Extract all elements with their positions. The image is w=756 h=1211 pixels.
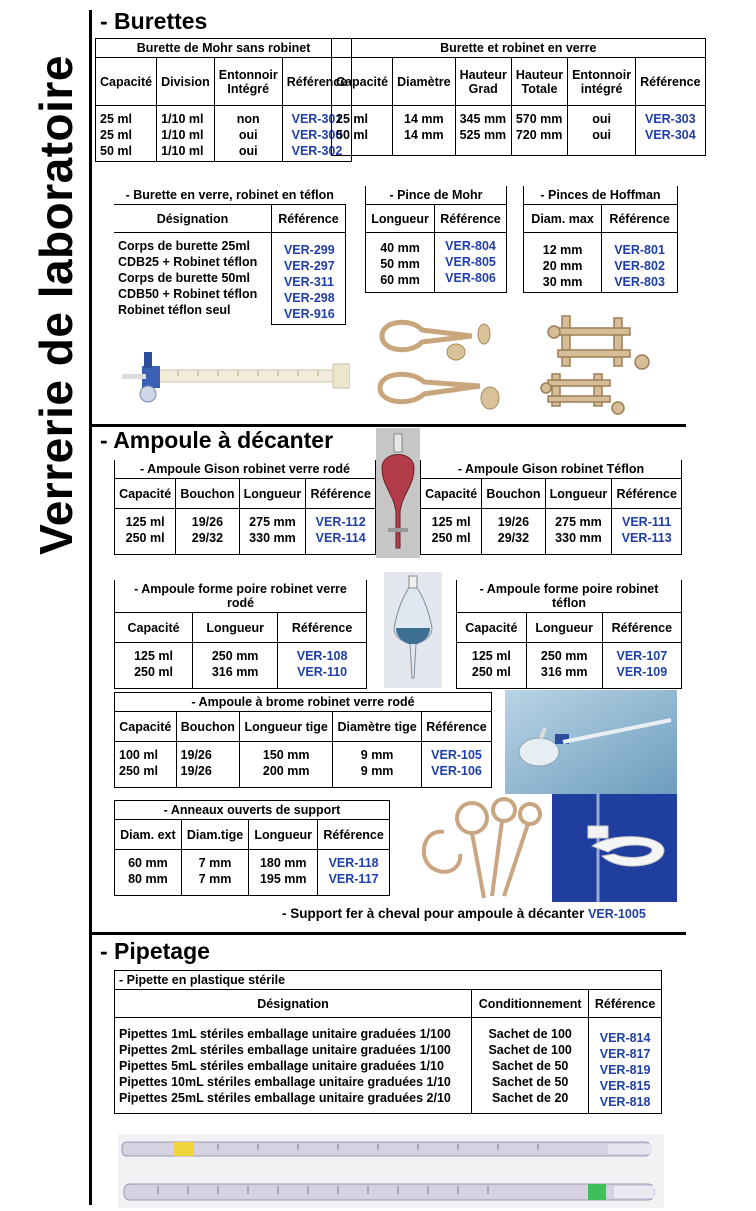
vertical-divider (89, 10, 92, 1205)
section-title-burettes: - Burettes (100, 8, 208, 34)
ampoule-gison-image (376, 428, 420, 558)
cell: 125 ml 250 ml (421, 509, 482, 555)
table-pince-mohr (365, 186, 507, 293)
pinces-hoffman-image (540, 308, 670, 418)
col-header: Référence (306, 479, 376, 509)
cell: 250 mm 316 mm (193, 643, 278, 689)
col-header: Référence (282, 58, 351, 106)
col-header: Désignation (115, 990, 472, 1018)
table-poire-teflon (456, 580, 682, 689)
col-header: Diam.tige (181, 820, 248, 850)
table-caption: - Ampoule forme poire robinet verre rodé (115, 580, 367, 613)
table-burette-teflon (114, 186, 346, 325)
col-header: Capacité (96, 58, 157, 106)
cell: 7 mm 7 mm (181, 850, 248, 896)
table-caption: - Ampoule Gison robinet Téflon (421, 460, 682, 479)
col-header: Bouchon (176, 479, 239, 509)
col-header: Diamètre (393, 58, 456, 106)
col-header: Capacité (115, 712, 177, 742)
cell: 250 mm 316 mm (526, 643, 602, 689)
col-header: Diamètre tige (333, 712, 422, 742)
cell: 25 ml 50 ml (332, 106, 393, 156)
col-header: Bouchon (482, 479, 545, 509)
cell-reference: VER-112 VER-114 (306, 509, 376, 555)
col-header: Capacité (457, 613, 527, 643)
table-caption: Burette et robinet en verre (332, 39, 706, 58)
cell: 275 mm 330 mm (239, 509, 306, 555)
burette-image (118, 350, 350, 412)
table-row (332, 106, 706, 156)
col-header: Référence (636, 58, 705, 106)
table-row (115, 509, 376, 555)
col-header: Bouchon (176, 712, 240, 742)
cell: 125 ml 250 ml (115, 643, 193, 689)
table-caption: - Ampoule à brome robinet verre rodé (115, 693, 492, 712)
col-header: Conditionnement (472, 990, 589, 1018)
table-mohr (95, 38, 352, 162)
col-header: Référence (602, 613, 681, 643)
col-header: Capacité (421, 479, 482, 509)
ampoule-poire-image (384, 572, 442, 688)
cell-reference: VER-107 VER-109 (602, 643, 681, 689)
col-header: Entonnoir intégré (568, 58, 636, 106)
cell-conditionnement: Sachet de 100 Sachet de 100 Sachet de 50 Sachet de 50 Sachet de 20 (472, 1018, 589, 1114)
cell-capacite: 25 ml 25 ml 50 ml (96, 106, 157, 162)
cell: 570 mm 720 mm (511, 106, 567, 156)
table-row (366, 233, 507, 293)
cell: 19/26 29/32 (482, 509, 545, 555)
cell-reference: VER-303 VER-304 (636, 106, 705, 156)
side-title (16, 10, 96, 600)
table-row (524, 233, 678, 293)
cell-reference: VER-299 VER-297 VER-311 VER-298 VER-916 (271, 233, 345, 325)
table-caption: - Pince de Mohr (366, 186, 507, 205)
anneaux-image (412, 796, 548, 904)
col-header: Référence (271, 205, 345, 233)
col-header: Longueur (366, 205, 435, 233)
col-header: Référence (422, 712, 492, 742)
col-header: Diam. max (524, 205, 602, 233)
table-caption: - Pipette en plastique stérile (115, 971, 662, 990)
table-row (96, 106, 352, 162)
table-row (115, 850, 390, 896)
support-fer-cheval-image (552, 794, 677, 902)
ampoule-brome-image (505, 690, 677, 794)
cell: 9 mm 9 mm (333, 742, 422, 788)
cell: 40 mm 50 mm 60 mm (366, 233, 435, 293)
cell: 180 mm 195 mm (249, 850, 318, 896)
cell-reference: VER-301 VER-300 VER-302 (282, 106, 351, 162)
cell: 14 mm 14 mm (393, 106, 456, 156)
table-gison-verre (114, 460, 376, 555)
table-pipettes (114, 970, 662, 1114)
table-poire-verre (114, 580, 367, 689)
table-caption: - Ampoule Gison robinet verre rodé (115, 460, 376, 479)
cell-reference: VER-111 VER-113 (612, 509, 682, 555)
cell-reference: VER-118 VER-117 (318, 850, 390, 896)
col-header: Longueur (193, 613, 278, 643)
col-header: Référence (589, 990, 662, 1018)
col-header: Longueur (545, 479, 612, 509)
col-header: Diam. ext (115, 820, 182, 850)
table-burette-verre (331, 38, 706, 156)
cell: 275 mm 330 mm (545, 509, 612, 555)
table-gison-teflon (420, 460, 682, 555)
col-header: Longueur tige (240, 712, 333, 742)
pipettes-image (118, 1134, 664, 1208)
table-anneaux (114, 800, 390, 896)
table-row (115, 643, 367, 689)
table-hoffman (523, 186, 678, 293)
col-header: Capacité (332, 58, 393, 106)
side-title-text: Verrerie de laboratoire (30, 55, 82, 555)
cell: 345 mm 525 mm (455, 106, 511, 156)
cell-designation: Corps de burette 25ml CDB25 + Robinet téflon Corps de burette 50ml CDB50 + Robinet téflon Robinet téflon seul (114, 233, 271, 325)
col-header: Référence (602, 205, 678, 233)
cell-reference: VER-801 VER-802 VER-803 (602, 233, 678, 293)
table-row (457, 643, 682, 689)
col-header: Hauteur Totale (511, 58, 567, 106)
col-header: Désignation (114, 205, 271, 233)
col-header: Référence (278, 613, 367, 643)
cell-reference: VER-105 VER-106 (422, 742, 492, 788)
support-reference: VER-1005 (588, 907, 646, 921)
support-text: - Support fer à cheval pour ampoule à décanter (282, 906, 585, 921)
col-header: Référence (612, 479, 682, 509)
cell-reference: VER-108 VER-110 (278, 643, 367, 689)
table-brome (114, 692, 492, 788)
cell: 100 ml 250 ml (115, 742, 177, 788)
section-divider (92, 932, 686, 935)
cell-division: 1/10 ml 1/10 ml 1/10 ml (157, 106, 215, 162)
col-header: Entonnoir Intégré (214, 58, 282, 106)
col-header: Longueur (249, 820, 318, 850)
cell: 60 mm 80 mm (115, 850, 182, 896)
col-header: Longueur (526, 613, 602, 643)
cell-reference: VER-814 VER-817 VER-819 VER-815 VER-818 (589, 1018, 662, 1114)
table-caption: - Pinces de Hoffman (524, 186, 678, 205)
col-header: Capacité (115, 479, 176, 509)
section-title-ampoule: - Ampoule à décanter (100, 427, 334, 453)
cell-designation: Pipettes 1mL stériles emballage unitaire graduées 1/100 Pipettes 2mL stériles emballage unitaire graduées 1/100 Pipettes 5mL stériles emballage unitaire graduées 1/10 Pipettes 10mL stériles emballage unitaire graduées 1/10 Pipettes 25mL stériles emballage unitaire graduées 2/10 (115, 1018, 472, 1114)
cell: 12 mm 20 mm 30 mm (524, 233, 602, 293)
cell: oui oui (568, 106, 636, 156)
col-header: Division (157, 58, 215, 106)
table-row (115, 742, 492, 788)
table-row (114, 233, 346, 325)
cell: 19/26 29/32 (176, 509, 239, 555)
table-caption: - Anneaux ouverts de support (115, 801, 390, 820)
col-header: Référence (318, 820, 390, 850)
table-row (115, 1018, 662, 1114)
table-caption: Burette de Mohr sans robinet (96, 39, 352, 58)
cell: 150 mm 200 mm (240, 742, 333, 788)
table-caption: - Ampoule forme poire robinet téflon (457, 580, 682, 613)
cell-entonnoir: non oui oui (214, 106, 282, 162)
cell: 19/26 19/26 (176, 742, 240, 788)
table-row (421, 509, 682, 555)
table-caption: - Burette en verre, robinet en téflon (114, 186, 346, 205)
section-title-pipetage: - Pipetage (100, 938, 210, 964)
cell: 125 ml 250 ml (115, 509, 176, 555)
cell-reference: VER-804 VER-805 VER-806 (435, 233, 507, 293)
col-header: Hauteur Grad (455, 58, 511, 106)
pince-mohr-image (372, 308, 500, 420)
col-header: Capacité (115, 613, 193, 643)
col-header: Longueur (239, 479, 306, 509)
cell: 125 ml 250 ml (457, 643, 527, 689)
support-caption (282, 906, 646, 921)
col-header: Référence (435, 205, 507, 233)
